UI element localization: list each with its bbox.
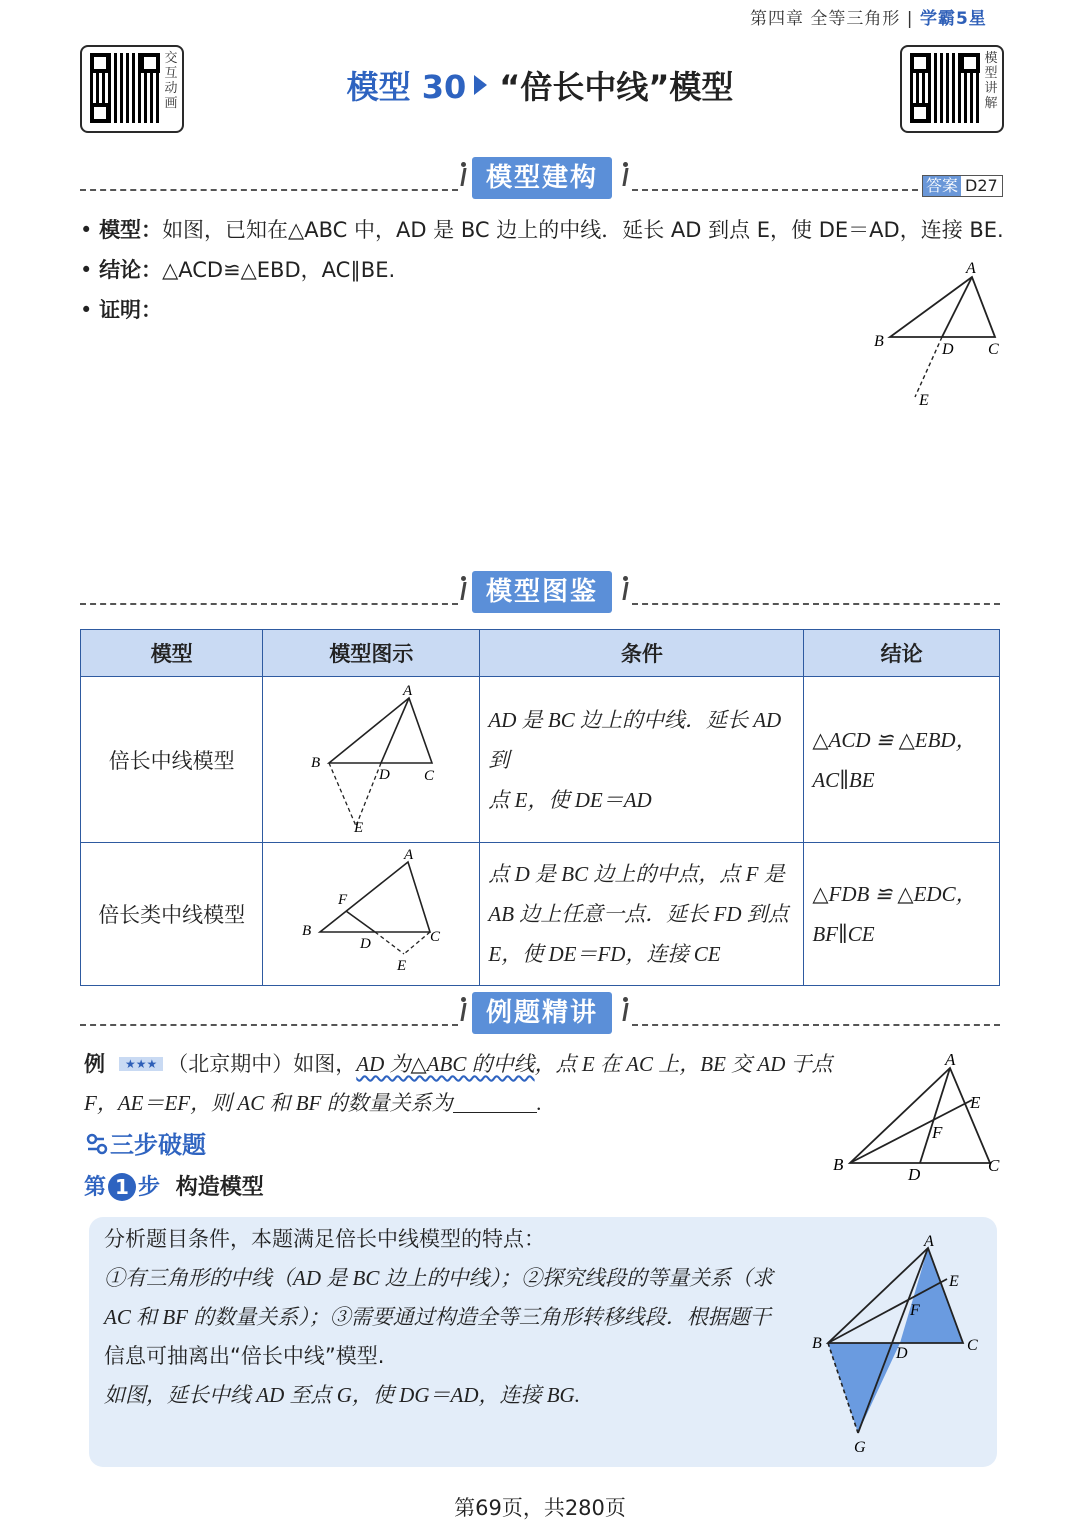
table-header-row <box>81 630 1000 677</box>
header-condition: 条件 <box>480 630 804 677</box>
label-a: A <box>945 1050 956 1069</box>
model-table <box>80 629 1000 986</box>
divider <box>80 1024 458 1026</box>
figure-median-doubling <box>865 255 1015 415</box>
answer-page: D27 <box>965 176 998 195</box>
three-steps-label: 三步破题 <box>110 1131 206 1159</box>
model-statement: • 模型：如图，已知在△ABC 中，AD 是 BC 边上的中线．延长 AD 到点 E，使 DE＝AD，连接 BE. <box>80 218 1004 242</box>
label-g: G <box>854 1439 866 1456</box>
extension-de <box>356 763 381 826</box>
running-section: 全等三角形 <box>810 9 901 29</box>
model-label: 模型： <box>99 218 163 242</box>
example-label: 例 <box>84 1052 105 1076</box>
example-period: . <box>536 1091 542 1115</box>
running-chapter: 第四章 <box>750 9 804 29</box>
divider <box>80 603 458 605</box>
step-suffix: 步 <box>138 1175 161 1200</box>
label-c: C <box>424 768 435 784</box>
example-line-2 <box>84 1087 542 1117</box>
figure-construction <box>808 1228 998 1458</box>
row-condition <box>480 843 804 986</box>
table-row <box>81 843 1000 986</box>
extension-de <box>375 932 404 954</box>
label-d: D <box>942 341 954 358</box>
model-text: 如图，已知在△ABC 中，AD 是 BC 边上的中线．延长 AD 到点 E，使 DE＝AD，连接 BE. <box>162 218 1004 242</box>
diagram-quasi-median <box>264 844 478 979</box>
play-triangle-icon <box>474 75 487 95</box>
segment-be <box>329 763 356 826</box>
diagram-median <box>264 678 478 836</box>
label-b: B <box>302 923 312 939</box>
section-banner-gallery: 模型图鉴 <box>472 571 612 613</box>
example-text: ，点 E 在 AC 上，BE 交 AD 于点 <box>534 1052 833 1076</box>
triangle-abc <box>850 1068 990 1163</box>
label-c: C <box>988 341 999 358</box>
label-e: E <box>949 1273 959 1290</box>
row-model-name: 倍长类中线模型 <box>81 843 263 986</box>
running-header: 第四章 全等三角形 | 学霸5星 <box>750 9 987 29</box>
segment-be <box>850 1100 972 1163</box>
section-banner-example: 例题精讲 <box>472 992 612 1034</box>
divider <box>632 189 918 191</box>
example-emphasis: AD 为△ABC 的中线 <box>356 1052 535 1076</box>
triangle-abc <box>890 277 995 337</box>
label-b: B <box>874 333 884 350</box>
difficulty-stars: ★★★ <box>119 1057 163 1071</box>
tick-icon <box>460 582 466 608</box>
running-brand: 学霸5星 <box>919 9 987 29</box>
divider <box>80 189 458 191</box>
conclusion-text: △ACD≌△EBD，AC∥BE. <box>162 258 396 282</box>
header-diagram: 模型图示 <box>263 630 480 677</box>
page-title <box>0 62 1080 108</box>
label-a: A <box>403 683 413 699</box>
step-number-badge: 1 <box>108 1173 136 1201</box>
row-conclusion <box>804 843 1000 986</box>
tick-icon <box>622 582 628 608</box>
label-a: A <box>966 260 976 277</box>
row-conclusion <box>804 677 1000 843</box>
step-prefix: 第 <box>84 1175 107 1200</box>
conclusion-statement: • 结论：△ACD≌△EBD，AC∥BE. <box>80 258 396 282</box>
row-diagram <box>263 843 480 986</box>
label-e: E <box>354 820 364 836</box>
analysis-line: 分析题目条件，本题满足倍长中线模型的特点： <box>104 1227 545 1251</box>
example-text: F，AE＝EF，则 AC 和 BF 的数量关系为 <box>84 1091 453 1115</box>
label-e: E <box>970 1093 981 1112</box>
model-name: “倍长中线”模型 <box>499 68 734 106</box>
header-model: 模型 <box>81 630 263 677</box>
header-conclusion: 结论 <box>804 630 1000 677</box>
label-a: A <box>924 1233 934 1250</box>
conclusion-line: AC∥BE <box>812 767 875 792</box>
table-row <box>81 677 1000 843</box>
label-b: B <box>311 755 321 771</box>
condition-line: 点 D 是 BC 边上的中点，点 F 是 <box>488 862 785 886</box>
step-title: 构造模型 <box>175 1175 264 1200</box>
label-d: D <box>896 1345 908 1362</box>
conclusion-line: BF∥CE <box>812 922 875 946</box>
answer-label: 答案 <box>923 176 961 196</box>
condition-line: E，使 DE＝FD，连接 CE <box>488 942 721 966</box>
label-f: F <box>932 1123 943 1142</box>
analysis-line: 如图，延长中线 AD 至点 G，使 DG＝AD，连接 BG. <box>104 1383 580 1407</box>
model-number: 模型 30 <box>346 68 467 106</box>
steps-icon <box>84 1133 110 1155</box>
segment-ce <box>404 932 430 954</box>
proof-statement: • 证明： <box>80 298 163 322</box>
conclusion-label: 结论： <box>99 258 163 282</box>
step-heading <box>84 1170 264 1201</box>
answer-blank[interactable] <box>453 1094 537 1113</box>
conclusion-line: △ACD ≌ △EBD， <box>812 727 977 752</box>
segment-fd <box>346 911 375 932</box>
label-e: E <box>397 958 407 974</box>
analysis-line: ①有三角形的中线（AD 是 BC 边上的中线）；②探究线段的等量关系（求 <box>104 1266 774 1290</box>
condition-line: AB 边上任意一点．延长 FD 到点 <box>488 902 789 926</box>
page-footer: 第69页，共280页 <box>454 1496 626 1520</box>
tick-icon <box>460 1003 466 1029</box>
row-diagram <box>263 677 480 843</box>
tick-icon <box>622 1003 628 1029</box>
section-banner-construction: 模型建构 <box>472 157 612 199</box>
extension-de <box>915 337 942 397</box>
tick-icon <box>622 168 628 194</box>
median-ad <box>942 277 972 337</box>
figure-example <box>825 1048 1005 1188</box>
label-f: F <box>910 1302 920 1319</box>
analysis-line: AC 和 BF 的数量关系）；③需要通过构造全等三角形转移线段．根据题干 <box>104 1305 771 1329</box>
example-line-1 <box>84 1048 833 1078</box>
label-c: C <box>430 929 441 945</box>
triangle-abc <box>320 862 430 932</box>
qr-right-caption: 模型讲解 <box>984 51 998 111</box>
label-b: B <box>812 1335 822 1352</box>
label-c: C <box>967 1337 978 1354</box>
condition-line: 点 E，使 DE＝AD <box>488 787 652 812</box>
example-source: （北京期中）如图， <box>167 1052 357 1076</box>
label-a: A <box>404 847 414 863</box>
label-d: D <box>360 936 372 952</box>
divider <box>632 603 1000 605</box>
label-f: F <box>338 892 348 908</box>
row-model-name: 倍长中线模型 <box>81 677 263 843</box>
tick-icon <box>460 168 466 194</box>
label-e: E <box>919 392 929 409</box>
triangle-abc <box>329 698 432 763</box>
label-d: D <box>379 767 391 783</box>
analysis-line: 信息可抽离出“倍长中线”模型. <box>104 1344 385 1368</box>
condition-line: AD 是 BC 边上的中线．延长 AD 到 <box>488 707 782 772</box>
median-ad <box>381 698 409 763</box>
qr-left-caption: 交互动画 <box>164 51 178 111</box>
row-condition <box>480 677 804 843</box>
conclusion-line: △FDB ≌ △EDC， <box>812 882 977 906</box>
divider <box>632 1024 1000 1026</box>
label-d: D <box>908 1165 921 1184</box>
three-steps-heading <box>84 1125 206 1160</box>
label-c: C <box>988 1156 1000 1175</box>
answer-tag <box>922 175 1003 197</box>
proof-label: 证明： <box>99 298 163 322</box>
label-b: B <box>833 1155 844 1174</box>
